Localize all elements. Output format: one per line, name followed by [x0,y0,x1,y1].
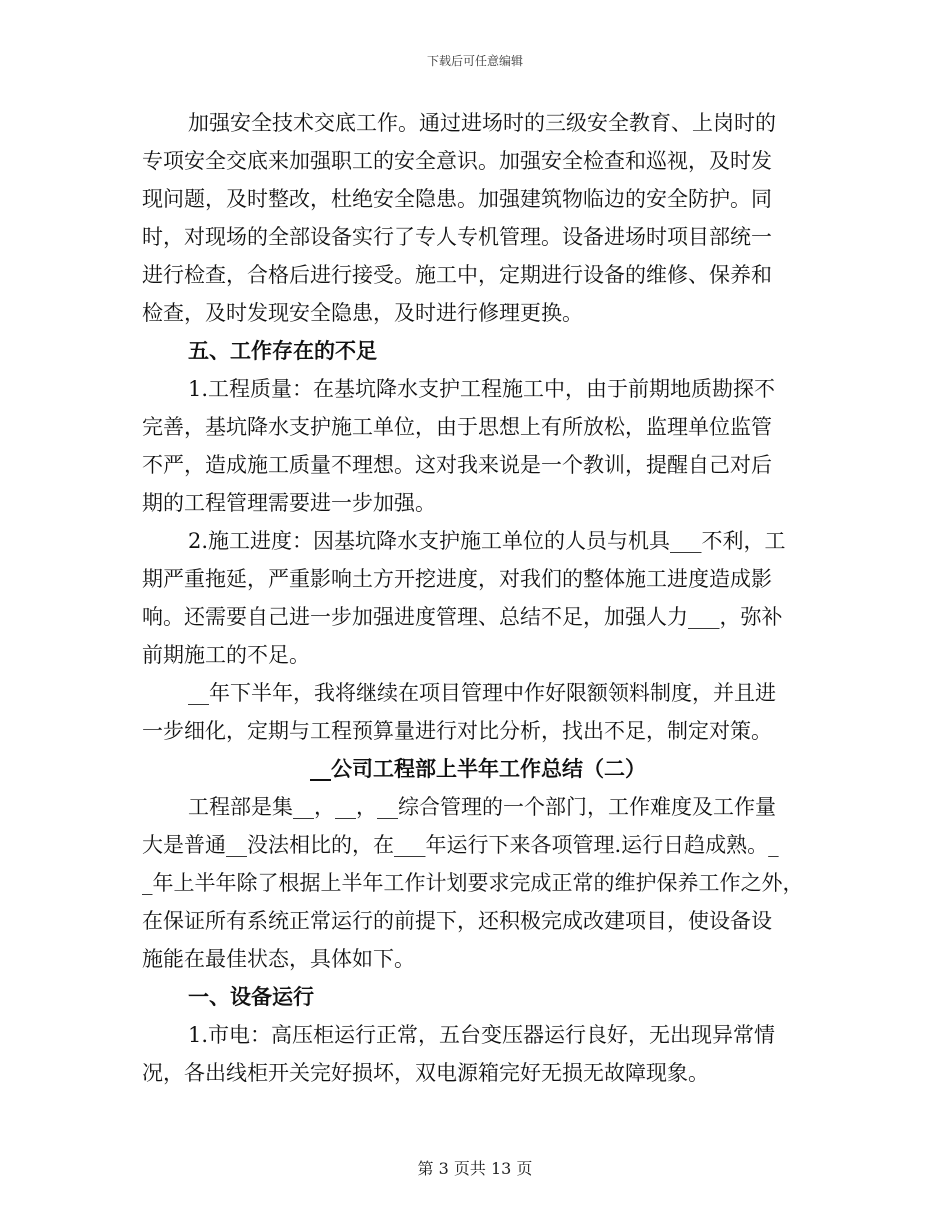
paragraph-line: 1.工程质量：在基坑降水支护工程施工中，由于前期地质勘探不 [188,377,776,401]
paragraph-line: 施能在最佳状态，具体如下。 [142,947,415,971]
paragraph-line: 2.施工进度：因基坑降水支护施工单位的人员与机具___不利，工 [188,529,786,553]
paragraph-line: 1.市电：高压柜运行正常，五台变压器运行良好，无出现异常情 [188,1023,776,1047]
paragraph-line: 加强安全技术交底工作。通过进场时的三级安全教育、上岗时的 [188,111,776,135]
paragraph-line: _年上半年除了根据上半年工作计划要求完成正常的维护保养工作之外， [142,871,804,895]
paragraph-line: 一步细化，定期与工程预算量进行对比分析，找出不足，制定对策。 [142,719,772,743]
paragraph-line: 在保证所有系统正常运行的前提下，还积极完成改建项目，使设备设 [142,909,772,933]
page-footer: 第 3 页共 13 页 [417,1159,533,1178]
document-section-title: __公司工程部上半年工作总结（二） [310,756,646,781]
paragraph-line: 检查，及时发现安全隐患，及时进行修理更换。 [142,301,583,325]
section-heading-deficiencies: 五、工作存在的不足 [188,338,377,363]
paragraph-line: 响。还需要自己进一步加强进度管理、总结不足，加强人力___，弥补 [142,605,783,629]
paragraph-line: 现问题，及时整改，杜绝安全隐患。加强建筑物临边的安全防护。同 [142,187,772,211]
paragraph-line: 时，对现场的全部设备实行了专人专机管理。设备进场时项目部统一 [142,225,772,249]
paragraph-line: 前期施工的不足。 [142,643,310,667]
paragraph-line: 期严重拖延，严重影响土方开挖进度，对我们的整体施工进度造成影 [142,567,772,591]
paragraph-line: __年下半年，我将继续在项目管理中作好限额领料制度，并且进 [188,681,776,705]
paragraph-line: 不严，造成施工质量不理想。这对我来说是一个教训，提醒自己对后 [142,453,772,477]
paragraph-line: 专项安全交底来加强职工的安全意识。加强安全检查和巡视，及时发 [142,149,772,173]
document-body [142,104,814,1092]
paragraph-line: 期的工程管理需要进一步加强。 [142,491,436,515]
paragraph-line: 进行检查，合格后进行接受。施工中，定期进行设备的维修、保养和 [142,263,772,287]
paragraph-line: 大是普通__没法相比的，在___年运行下来各项管理.运行日趋成熟。_ [142,833,779,857]
section-heading-equipment: 一、设备运行 [188,984,314,1009]
page-header: 下载后可任意编辑 [426,54,523,68]
paragraph-line: 况，各出线柜开关完好损坏，双电源箱完好无损无故障现象。 [142,1061,709,1085]
paragraph-line: 工程部是集__，__，__综合管理的一个部门，工作难度及工作量 [188,795,776,819]
paragraph-line: 完善，基坑降水支护施工单位，由于思想上有所放松，监理单位监管 [142,415,772,439]
